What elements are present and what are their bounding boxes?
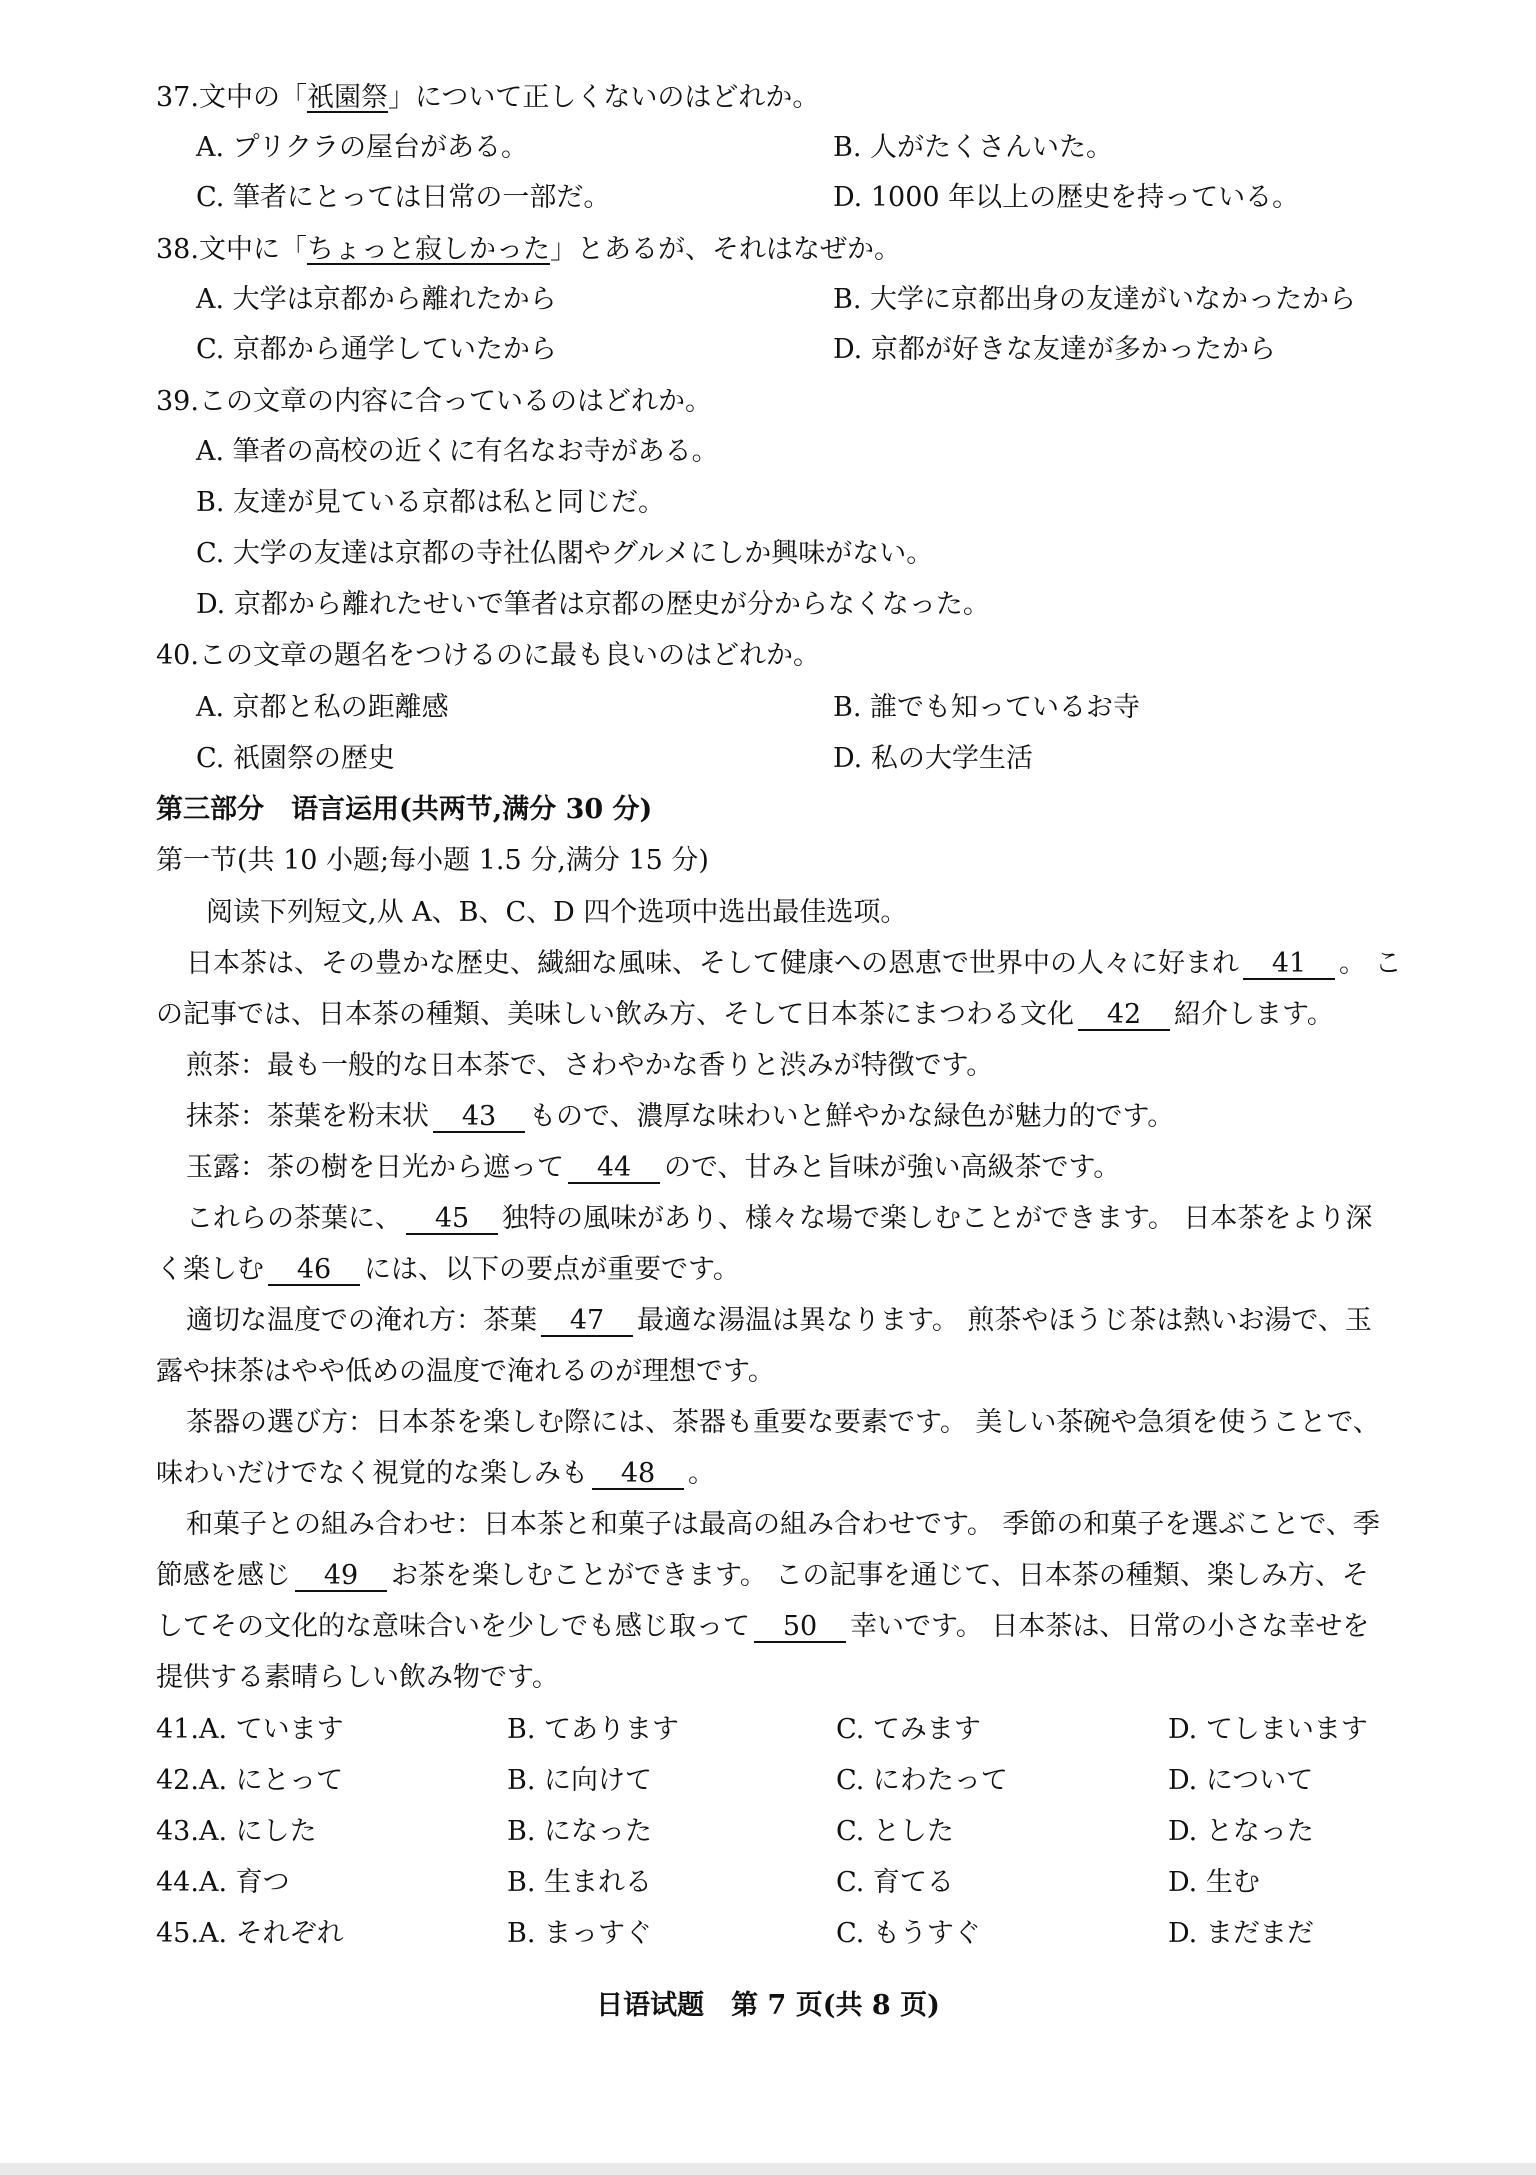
option-43c: C. とした bbox=[836, 1816, 954, 1847]
option-text: A. にした bbox=[198, 1816, 317, 1847]
option-42c: C. にわたって bbox=[836, 1765, 1008, 1796]
passage-line bbox=[156, 1252, 1424, 1288]
blank-43: 43 bbox=[433, 1103, 525, 1133]
option-44d: D. 生む bbox=[1168, 1867, 1260, 1898]
passage-line bbox=[156, 1558, 1424, 1594]
passage-text: には、以下の要点が重要です。 bbox=[364, 1254, 740, 1285]
question-number: 45. bbox=[156, 1918, 199, 1949]
blank-44: 44 bbox=[568, 1154, 660, 1184]
blank-49: 49 bbox=[295, 1562, 387, 1592]
question-number: 40. bbox=[156, 640, 199, 671]
option-42b: B. に向けて bbox=[507, 1765, 653, 1796]
option-39c: C. 大学の友達は京都の寺社仏閣やグルメにしか興味がない。 bbox=[196, 538, 934, 569]
option-41b: B. てあります bbox=[507, 1714, 680, 1745]
passage-line: 露や抹茶はやや低めの温度で淹れるのが理想です。 bbox=[156, 1356, 775, 1387]
blank-46: 46 bbox=[268, 1256, 360, 1286]
option-44a bbox=[156, 1865, 290, 1901]
option-text: A. それぞれ bbox=[198, 1918, 344, 1949]
blank-48: 48 bbox=[592, 1460, 684, 1490]
passage-line: 煎茶：最も一般的な日本茶で、さわやかな香りと渋みが特徴です。 bbox=[186, 1050, 994, 1081]
passage-text: 適切な温度での淹れ方：茶葉 bbox=[186, 1305, 537, 1336]
option-42a bbox=[156, 1763, 343, 1799]
option-43d: D. となった bbox=[1168, 1816, 1314, 1847]
option-38b: B. 大学に京都出身の友達がいなかったから bbox=[833, 284, 1357, 315]
option-text: A. 育つ bbox=[198, 1867, 290, 1898]
option-43a bbox=[156, 1814, 317, 1850]
option-37d: D. 1000 年以上の歴史を持っている。 bbox=[833, 182, 1300, 213]
question-stem: 文中の「 bbox=[198, 82, 307, 113]
question-number: 41. bbox=[156, 1714, 199, 1745]
option-38a: A. 大学は京都から離れたから bbox=[196, 284, 557, 315]
passage-text: く楽しむ bbox=[156, 1254, 264, 1285]
option-39a: A. 筆者の高校の近くに有名なお寺がある。 bbox=[196, 436, 719, 467]
question-number: 39. bbox=[156, 386, 199, 417]
question-stem: この文章の内容に合っているのはどれか。 bbox=[198, 386, 712, 417]
underlined-term: ちょっと寂しかった bbox=[306, 234, 550, 265]
passage-text: 日本茶は、その豊かな歴史、繊細な風味、そして健康への恩恵で世界中の人々に好まれ bbox=[186, 948, 1239, 979]
question-number: 43. bbox=[156, 1816, 199, 1847]
passage-line bbox=[186, 1150, 1454, 1186]
passage-line bbox=[156, 997, 1424, 1033]
question-38 bbox=[156, 232, 901, 268]
underlined-term: 祇園祭 bbox=[306, 82, 388, 113]
question-39 bbox=[156, 384, 712, 420]
question-37 bbox=[156, 80, 819, 116]
option-41c: C. てみます bbox=[836, 1714, 981, 1745]
passage-text: 最適な湯温は異なります。 煎茶やほうじ茶は熱いお湯で、玉 bbox=[637, 1305, 1372, 1336]
question-number: 37. bbox=[156, 82, 199, 113]
option-45d: D. まだまだ bbox=[1168, 1918, 1314, 1949]
part3-title: 第三部分 语言运用(共两节,满分 30 分) bbox=[156, 794, 653, 825]
instruction: 阅读下列短文,从 A、B、C、D 四个选项中选出最佳选项。 bbox=[206, 897, 908, 928]
section1-title: 第一节(共 10 小题;每小题 1.5 分,满分 15 分) bbox=[156, 845, 709, 876]
passage-line bbox=[156, 1609, 1424, 1645]
passage-text: 節感を感じ bbox=[156, 1560, 291, 1591]
option-44c: C. 育てる bbox=[836, 1867, 954, 1898]
passage-line bbox=[186, 1099, 1454, 1135]
question-stem-end: 」について正しくないのはどれか。 bbox=[387, 82, 820, 113]
passage-text: 幸いです。 日本茶は、日常の小さな幸せを bbox=[850, 1611, 1370, 1642]
passage-line bbox=[186, 1201, 1454, 1237]
passage-text: 紹介します。 bbox=[1174, 999, 1334, 1030]
question-stem: 文中に「 bbox=[198, 234, 307, 265]
question-number: 38. bbox=[156, 234, 199, 265]
passage-line bbox=[186, 946, 1454, 982]
passage-text: 。 bbox=[688, 1458, 715, 1489]
option-38c: C. 京都から通学していたから bbox=[196, 334, 557, 365]
scan-edge bbox=[0, 2163, 1536, 2175]
option-40b: B. 誰でも知っているお寺 bbox=[833, 692, 1141, 723]
option-41d: D. てしまいます bbox=[1168, 1714, 1368, 1745]
blank-50: 50 bbox=[754, 1613, 846, 1643]
option-37b: B. 人がたくさんいた。 bbox=[833, 132, 1114, 163]
passage-line: 提供する素晴らしい飲み物です。 bbox=[156, 1662, 559, 1693]
passage-text: お茶を楽しむことができます。 この記事を通じて、日本茶の種類、楽しみ方、そ bbox=[391, 1560, 1369, 1591]
blank-41: 41 bbox=[1243, 950, 1335, 980]
passage-text: もので、濃厚な味わいと鮮やかな緑色が魅力的です。 bbox=[529, 1101, 1175, 1132]
passage-line: 茶器の選び方：日本茶を楽しむ際には、茶器も重要な要素です。 美しい茶碗や急須を使うことで、 bbox=[186, 1407, 1380, 1438]
option-42d: D. について bbox=[1168, 1765, 1314, 1796]
passage-text: 。 こ bbox=[1339, 948, 1402, 979]
question-number: 44. bbox=[156, 1867, 199, 1898]
option-40a: A. 京都と私の距離感 bbox=[196, 692, 449, 723]
passage-line bbox=[156, 1456, 1424, 1492]
passage-text: これらの茶葉に、 bbox=[186, 1203, 402, 1234]
passage-text: の記事では、日本茶の種類、美味しい飲み方、そして日本茶にまつわる文化 bbox=[156, 999, 1074, 1030]
passage-text: 玉露：茶の樹を日光から遮って bbox=[186, 1152, 564, 1183]
option-37c: C. 筆者にとっては日常の一部だ。 bbox=[196, 182, 611, 213]
option-text: A. ています bbox=[198, 1714, 344, 1745]
passage-text: 独特の風味があり、様々な場で楽しむことができます。 日本茶をより深 bbox=[502, 1203, 1373, 1234]
option-44b: B. 生まれる bbox=[507, 1867, 653, 1898]
option-41a bbox=[156, 1712, 344, 1748]
passage-text: 味わいだけでなく視覚的な楽しみも bbox=[156, 1458, 588, 1489]
option-43b: B. になった bbox=[507, 1816, 653, 1847]
option-40d: D. 私の大学生活 bbox=[833, 743, 1033, 774]
passage-line: 和菓子との組み合わせ：日本茶と和菓子は最高の組み合わせです。 季節の和菓子を選ぶことで、季 bbox=[186, 1509, 1380, 1540]
passage-line bbox=[186, 1303, 1454, 1339]
option-37a: A. プリクラの屋台がある。 bbox=[196, 132, 529, 163]
question-number: 42. bbox=[156, 1765, 199, 1796]
passage-text: ので、甘みと旨味が強い高級茶です。 bbox=[664, 1152, 1121, 1183]
blank-45: 45 bbox=[406, 1205, 498, 1235]
question-stem-end: 」とあるが、それはなぜか。 bbox=[549, 234, 901, 265]
option-45a bbox=[156, 1916, 344, 1952]
question-40 bbox=[156, 638, 820, 674]
option-45b: B. まっすぐ bbox=[507, 1918, 653, 1949]
page-footer: 日语试题 第 7 页(共 8 页) bbox=[596, 1990, 940, 2021]
passage-text: 抹茶：茶葉を粉末状 bbox=[186, 1101, 429, 1132]
passage-text: してその文化的な意味合いを少しでも感じ取って bbox=[156, 1611, 750, 1642]
option-45c: C. もうすぐ bbox=[836, 1918, 981, 1949]
blank-42: 42 bbox=[1078, 1001, 1170, 1031]
option-40c: C. 祇園祭の歴史 bbox=[196, 743, 395, 774]
option-38d: D. 京都が好きな友達が多かったから bbox=[833, 334, 1276, 365]
option-39b: B. 友達が見ている京都は私と同じだ。 bbox=[196, 487, 666, 518]
blank-47: 47 bbox=[541, 1307, 633, 1337]
option-39d: D. 京都から離れたせいで筆者は京都の歴史が分からなくなった。 bbox=[196, 589, 990, 620]
option-text: A. にとって bbox=[198, 1765, 344, 1796]
question-stem: この文章の題名をつけるのに最も良いのはどれか。 bbox=[198, 640, 820, 671]
